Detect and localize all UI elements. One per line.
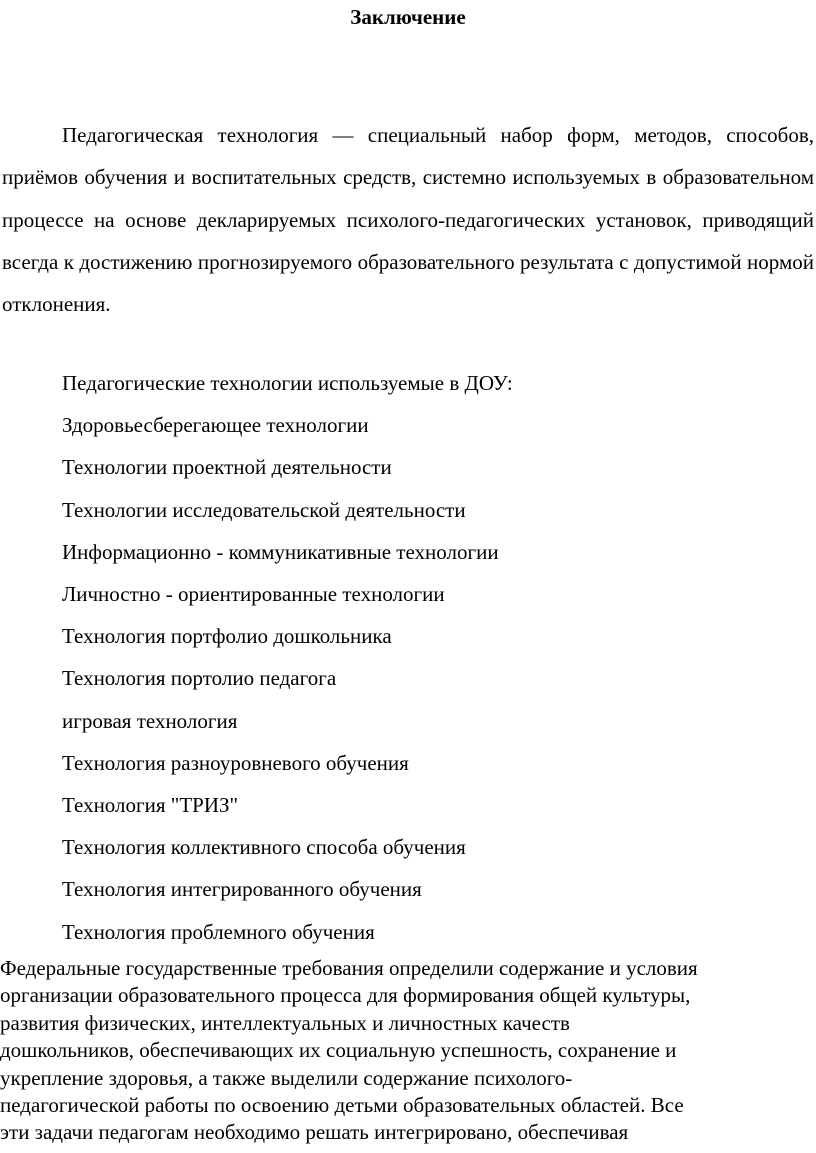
list-item: Технология "ТРИЗ" [62,793,239,818]
list-item: Технология разноуровневого обучения [62,750,409,775]
conclusion-line: эти задачи педагогам необходимо решать интегрировано, обеспечивая [0,1120,629,1145]
list-heading: Педагогические технологии используемые в ДОУ: [62,371,513,395]
technologies-list [62,362,802,953]
list-item: Технология коллективного способа обучения [62,835,466,860]
list-item: Технология портолио педагога [62,666,337,691]
list-item: Технология портфолио дошкольника [62,624,392,649]
list-item: Технологии исследовательской деятельности [62,497,466,522]
conclusion-paragraph [0,955,816,1147]
list-item: Технология интегрированного обучения [62,877,422,902]
conclusion-line: Федеральные государственные требования определили содержание и условия [0,956,698,980]
conclusion-line: укрепление здоровья, а также выделили содержание психолого- [0,1065,573,1090]
conclusion-line: дошкольников, обеспечивающих их социальную успешность, сохранение и [0,1038,677,1063]
list-item: Технологии проектной деятельности [62,455,392,480]
definition-paragraph: Педагогическая технология — специальный набор форм, методов, способов, приёмов обучения и воспитательных средств, системно используемых в образовательном процессе на основе декларируемых психолого-педагогических установок, приводящий всегда к достижению прогнозируемого образовательного результата с допустимой нормой отклонения. [2,123,814,317]
conclusion-line: педагогической работы по освоению детьми образовательных областей. Все [0,1093,684,1118]
conclusion-line: организации образовательного процесса для формирования общей культуры, [0,983,691,1008]
conclusion-line: развития физических, интеллектуальных и личностных качеств [0,1010,570,1035]
list-item: Здоровьесберегающее технологии [62,413,369,438]
page-title: Заключение [350,5,466,29]
list-item: Технология проблемного обучения [62,919,375,944]
list-item: Личностно - ориентированные технологии [62,582,445,607]
list-item: Информационно - коммуникативные технологии [62,539,499,564]
list-item: игровая технология [62,708,238,733]
